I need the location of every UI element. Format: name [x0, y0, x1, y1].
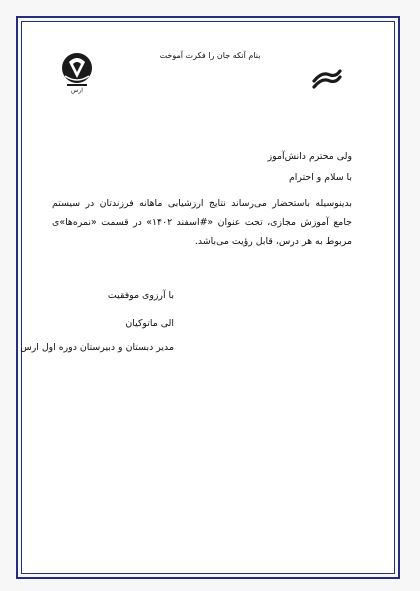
wave-logo-icon — [312, 67, 342, 89]
page-border-inner — [21, 21, 395, 574]
closing-wish: با آرزوی موفقیت — [107, 290, 174, 301]
salutation: ولی محترم دانش‌آموز — [267, 151, 352, 162]
school-logo-icon — [57, 50, 97, 94]
logo-text: ارس — [71, 87, 83, 94]
greeting: با سلام و احترام — [289, 172, 352, 183]
letter-body: بدینوسیله باستحضار می‌رساند نتایج ارزشیابی ماهانه فرزندتان در سیستم جامع آموزش مجازی، تحت عنوان «#اسفند ۱۴۰۲» در قسمت «نمره‌ها»ی مربوط به هر درس، قابل رؤیت می‌باشد. — [52, 198, 352, 247]
signer-name: الی ماتوکیان — [125, 318, 174, 329]
header-invocation: بنام آنکه جان را فکرت آموخت — [159, 51, 261, 60]
signer-title: مدیر دبستان و دبیرستان دوره اول ارس — [20, 342, 174, 353]
